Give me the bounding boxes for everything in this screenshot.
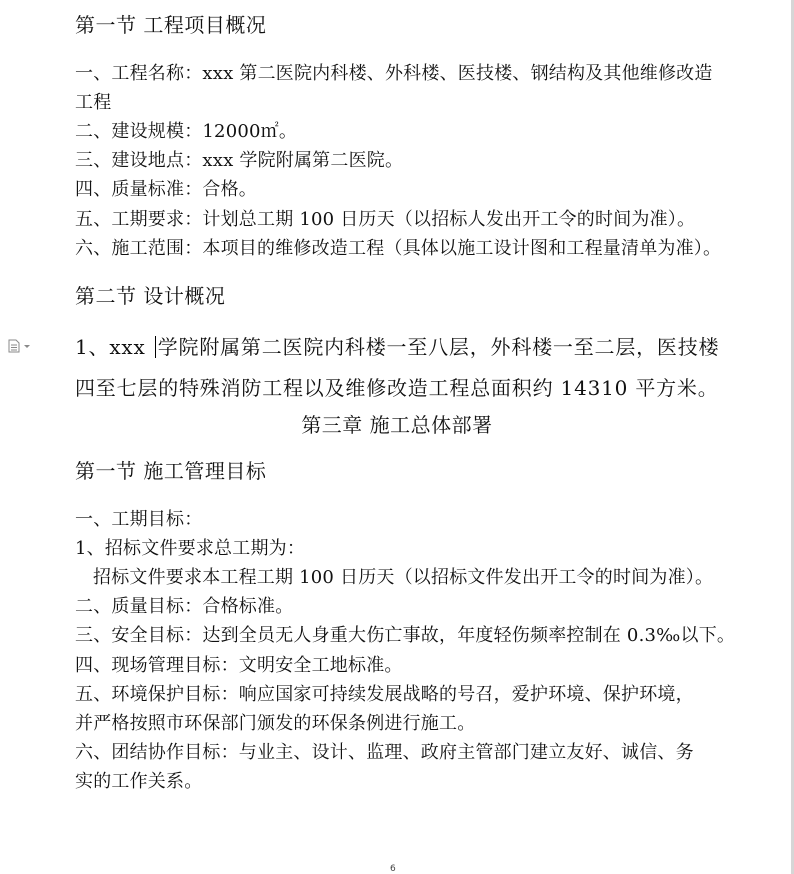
construction-location-line: 三、建设地点：xxx 学院附属第二医院。 xyxy=(75,150,404,171)
section-2-heading: 第二节 设计概况 xyxy=(75,284,226,308)
quality-standard-line: 四、质量标准：合格。 xyxy=(75,179,257,200)
chapter-3-heading: 第三章 施工总体部署 xyxy=(301,413,493,437)
design-overview-prefix: 1、xxx xyxy=(75,335,153,359)
quality-goal-line: 二、质量目标：合格标准。 xyxy=(75,596,294,617)
text-cursor xyxy=(155,336,156,358)
site-management-goal-line: 四、现场管理目标：文明安全工地标准。 xyxy=(75,655,403,676)
tender-duration-line: 招标文件要求本工程工期 100 日历天（以招标文件发出开工令的时间为准）。 xyxy=(93,567,714,588)
document-dropdown-icon[interactable] xyxy=(8,339,34,353)
tender-requirement-line: 1、招标文件要求总工期为： xyxy=(75,538,306,559)
construction-scope-line: 六、施工范围：本项目的维修改造工程（具体以施工设计图和工程量清单为准）。 xyxy=(75,238,722,259)
cooperation-goal-line: 六、团结协作目标：与业主、设计、监理、政府主管部门建立友好、诚信、务 xyxy=(75,742,694,763)
safety-goal-line: 三、安全目标：达到全员无人身重大伤亡事故，年度轻伤频率控制在 0.3‰以下。 xyxy=(75,625,736,646)
design-overview-line-2: 四至七层的特殊消防工程以及维修改造工程总面积约 14310 平方米。 xyxy=(75,376,719,400)
design-overview-line-1 xyxy=(75,335,719,359)
schedule-goal-line: 一、工期目标： xyxy=(75,509,203,530)
construction-scale-line: 二、建设规模：12000㎡。 xyxy=(75,121,298,142)
project-name-line: 一、工程名称：xxx 第二医院内科楼、外科楼、医技楼、钢结构及其他维修改造 xyxy=(75,63,713,84)
project-name-line-cont: 工程 xyxy=(75,92,112,113)
cooperation-goal-line-cont: 实的工作关系。 xyxy=(75,771,203,792)
environment-goal-line: 五、环境保护目标：响应国家可持续发展战略的号召，爱护环境、保护环境， xyxy=(75,684,694,705)
design-overview-rest: 学院附属第二医院内科楼一至八层，外科楼一至二层，医技楼 xyxy=(157,335,720,359)
section-1-heading: 第一节 工程项目概况 xyxy=(75,13,267,37)
environment-goal-line-cont: 并严格按照市环保部门颁发的环保条例进行施工。 xyxy=(75,713,476,734)
page-number: 6 xyxy=(390,864,396,874)
section-3-heading: 第一节 施工管理目标 xyxy=(75,459,267,483)
schedule-requirement-line: 五、工期要求：计划总工期 100 日历天（以招标人发出开工令的时间为准）。 xyxy=(75,209,696,230)
